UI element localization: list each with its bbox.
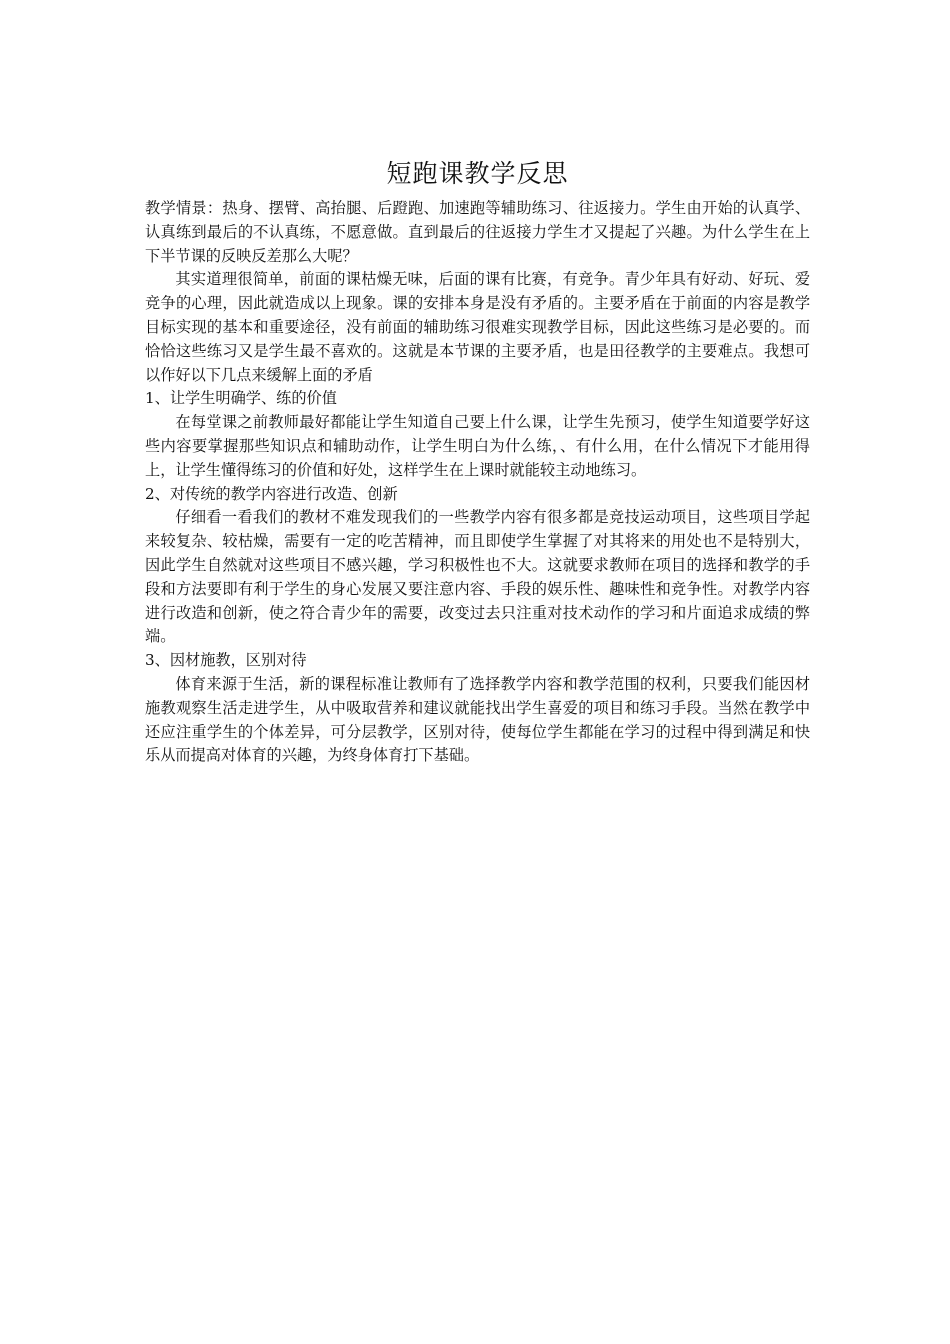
document-page bbox=[145, 155, 810, 768]
section-body-1: 在每堂课之前教师最好都能让学生知道自己要上什么课，让学生先预习，使学生知道要学好这些内容要掌握那些知识点和辅助动作，让学生明白为什么练，、有什么用，在什么情况下才能用得上，让学生懂得练习的价值和好处，这样学生在上课时就能较主动地练习。 bbox=[145, 413, 810, 479]
section-heading-1: 1、让学生明确学、练的价值 bbox=[145, 389, 337, 408]
section-heading-3: 3、因材施教，区别对待 bbox=[145, 651, 307, 670]
document-title: 短跑课教学反思 bbox=[386, 159, 569, 188]
section-heading-2: 2、对传统的教学内容进行改造、创新 bbox=[145, 484, 398, 503]
section-body-2: 仔细看一看我们的教材不难发现我们的一些教学内容有很多都是竞技运动项目，这些项目学起来较复杂、较枯燥，需要有一定的吃苦精神，而且即使学生掌握了对其将来的用处也不是特别大，因此学生自然就对这些项目不感兴趣，学习积极性也不大。这就要求教师在项目的选择和教学的手段和方法要即有利于学生的身心发展又要注意内容、手段的娱乐性、趣味性和竞争性。对教学内容进行改造和创新，使之符合青少年的需要，改变过去只注重对技术动作的学习和片面追求成绩的弊端。 bbox=[145, 508, 810, 646]
section-body-3: 体育来源于生活，新的课程标准让教师有了选择教学内容和教学范围的权利，只要我们能因材施教观察生活走进学生，从中吸取营养和建议就能找出学生喜爱的项目和练习手段。当然在教学中还应注重学生的个体差异，可分层教学，区别对待，使每位学生都能在学习的过程中得到满足和快乐从而提高对体育的兴趣，为终身体育打下基础。 bbox=[145, 674, 810, 765]
intro-paragraph: 教学情景：热身、摆臂、高抬腿、后蹬跑、加速跑等辅助练习、往返接力。学生由开始的认真学、认真练到最后的不认真练，不愿意做。直到最后的往返接力学生才又提起了兴趣。为什么学生在上下半节课的反映反差那么大呢？ bbox=[145, 199, 810, 265]
analysis-paragraph: 其实道理很简单，前面的课枯燥无味，后面的课有比赛，有竞争。青少年具有好动、好玩、爱竞争的心理，因此就造成以上现象。课的安排本身是没有矛盾的。主要矛盾在于前面的内容是教学目标实现的基本和重要途径，没有前面的辅助练习很难实现教学目标，因此这些练习是必要的。而恰恰这些练习又是学生最不喜欢的。这就是本节课的主要矛盾，也是田径教学的主要难点。我想可以作好以下几点来缓解上面的矛盾 bbox=[145, 270, 810, 384]
